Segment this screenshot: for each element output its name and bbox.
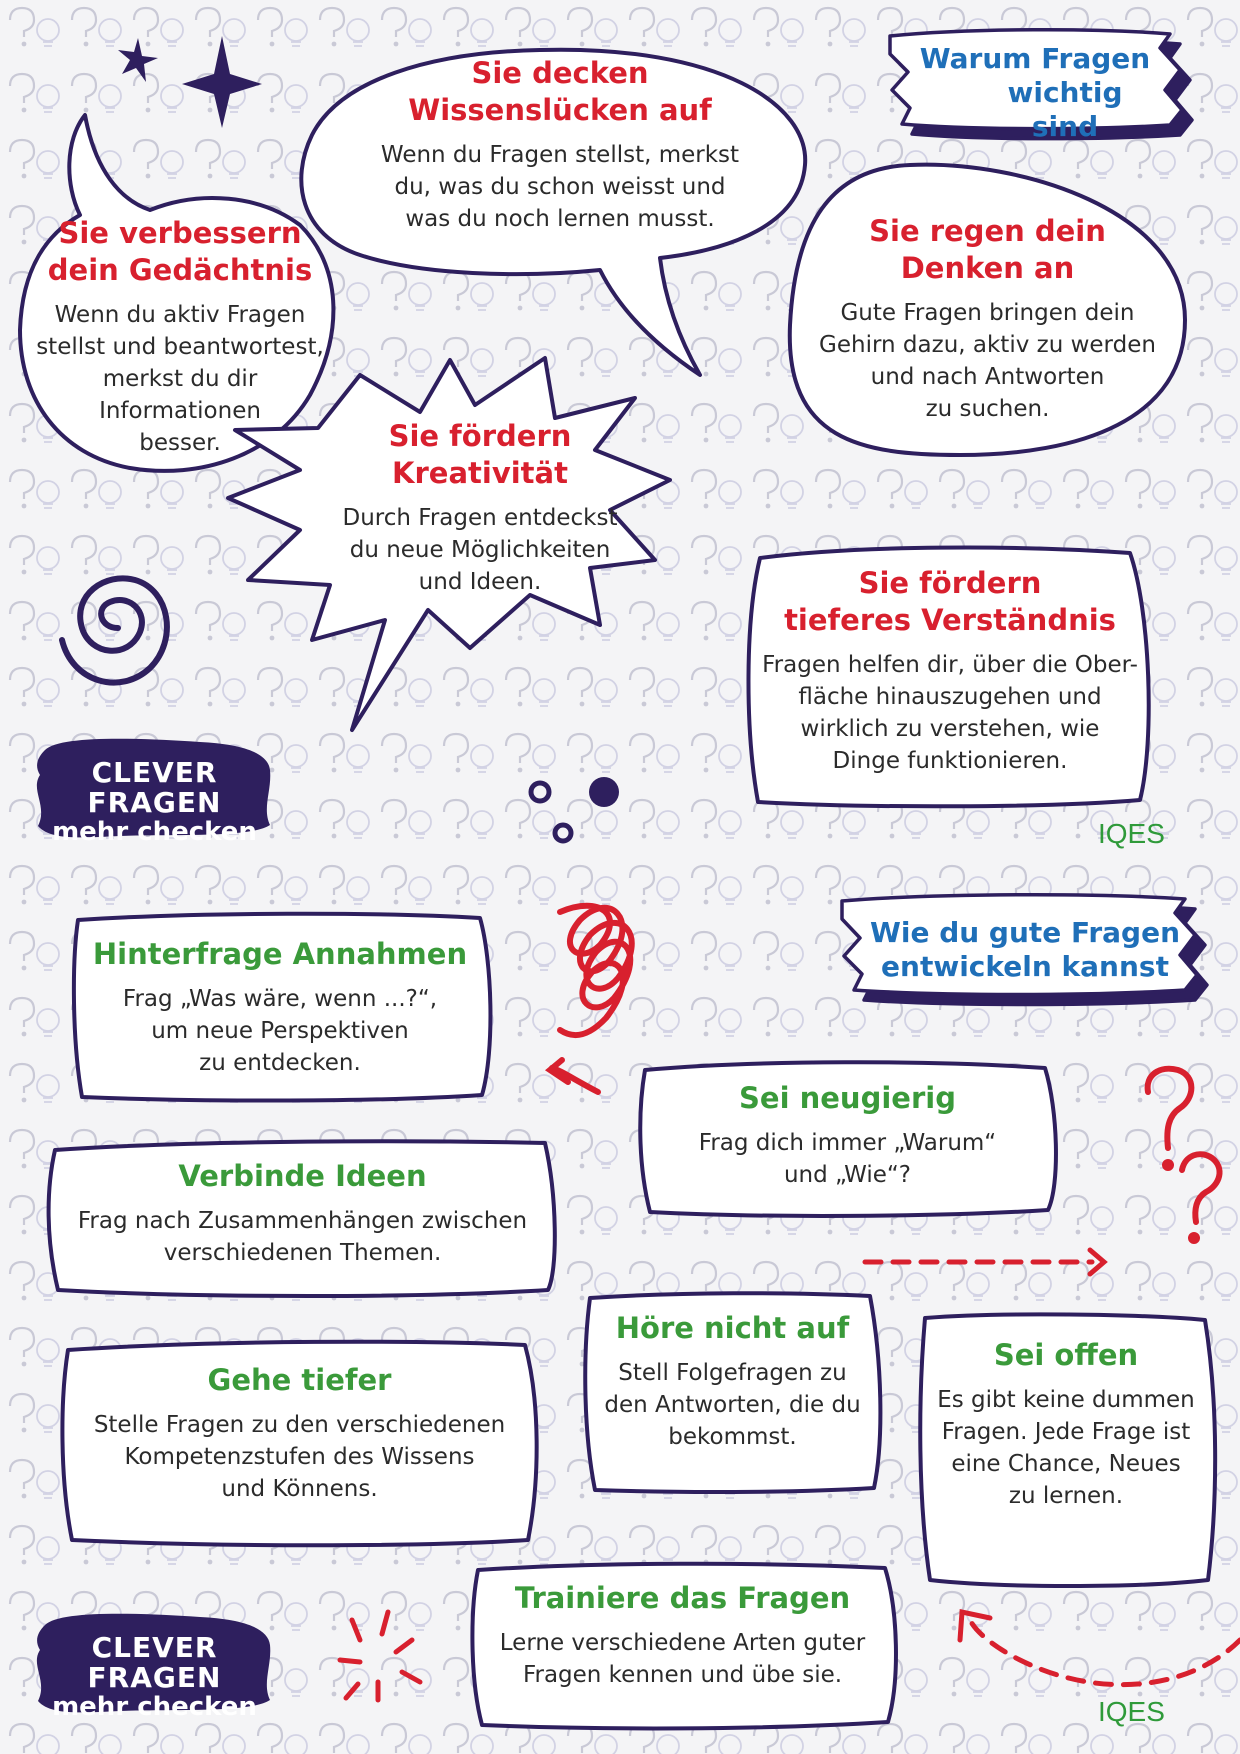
text-line: was du noch lernen musst. xyxy=(405,206,715,232)
card-title: Sei offen xyxy=(993,1338,1139,1372)
card-text xyxy=(60,1205,545,1269)
card-text xyxy=(930,1384,1202,1512)
logo-line-1: CLEVER FRAGEN xyxy=(87,756,222,819)
card-go-deeper xyxy=(72,1362,527,1505)
title-line: Kreativität xyxy=(392,456,568,490)
title-line: Sie regen dein xyxy=(869,214,1106,248)
bubble-title xyxy=(760,565,1140,639)
dots-icon xyxy=(531,777,619,841)
banner-line-1: Warum Fragen xyxy=(919,42,1151,75)
card-title: Hinterfrage Annahmen xyxy=(92,937,468,971)
title-line: Sie fördern xyxy=(858,566,1042,600)
text-line: Stelle Fragen zu den verschiedenen xyxy=(93,1412,506,1438)
title-line: Denken an xyxy=(900,251,1075,285)
bubble-understanding-content xyxy=(760,565,1140,777)
bubble-title xyxy=(800,213,1175,287)
card-question-assumptions xyxy=(90,936,470,1079)
text-line: du, was du schon weisst und xyxy=(394,174,726,200)
dashed-arrow-curve-icon xyxy=(970,1620,1240,1685)
text-line: Wenn du Fragen stellst, merkst xyxy=(380,142,740,168)
text-line: Dinge funktionieren. xyxy=(832,748,1068,774)
title-line: Sie verbessern xyxy=(58,216,302,250)
logo-line-1: CLEVER FRAGEN xyxy=(87,1631,222,1694)
card-title: Verbinde Ideen xyxy=(178,1159,427,1193)
logo-clever-fragen xyxy=(42,758,267,846)
text-line: zu suchen. xyxy=(925,396,1050,422)
bubble-creativity-content xyxy=(330,418,630,598)
coil-arrow-icon xyxy=(550,906,632,1092)
banner-line-2: entwickeln kannst xyxy=(881,950,1169,983)
logo-line-2: mehr checken xyxy=(52,1692,257,1722)
banner-why-questions xyxy=(910,42,1160,144)
text-line: Frag „Was wäre, wenn ...?“, xyxy=(122,986,438,1012)
bubble-knowledge-gaps-content xyxy=(330,55,790,235)
card-title: Höre nicht auf xyxy=(615,1311,850,1345)
card-connect-ideas xyxy=(60,1158,545,1269)
title-line: tieferes Verständnis xyxy=(784,603,1116,637)
text-line: fläche hinauszugehen und xyxy=(798,684,1102,710)
text-line: Frag dich immer „Warum“ xyxy=(698,1130,997,1156)
bubble-text xyxy=(30,299,330,459)
text-line: Fragen helfen dir, über die Ober- xyxy=(762,652,1138,678)
logo-line-2: mehr checken xyxy=(52,817,257,847)
bubble-title xyxy=(330,418,630,492)
question-marks-icon xyxy=(1148,1069,1220,1241)
card-keep-going xyxy=(595,1310,870,1453)
bubble-thinking-content xyxy=(800,213,1175,425)
bubble-title xyxy=(30,215,330,289)
card-be-curious xyxy=(655,1080,1040,1191)
title-line: Sie decken xyxy=(471,56,649,90)
title-line: Wissenslücken auf xyxy=(408,93,712,127)
bubble-text xyxy=(330,502,630,598)
text-line: und nach Antworten xyxy=(870,364,1105,390)
bubble-text xyxy=(800,297,1175,425)
text-line: und Könnens. xyxy=(221,1476,378,1502)
text-line: und „Wie“? xyxy=(783,1162,912,1188)
burst-lines-icon xyxy=(340,1612,420,1700)
text-line: bekommst. xyxy=(668,1424,797,1450)
text-line: Fragen kennen und übe sie. xyxy=(522,1662,843,1688)
text-line: eine Chance, Neues xyxy=(951,1451,1181,1477)
bubble-memory-content xyxy=(30,215,330,459)
card-text xyxy=(655,1127,1040,1191)
text-line: den Antworten, die du xyxy=(604,1392,861,1418)
text-line: Frag nach Zusammenhängen zwischen xyxy=(77,1208,528,1234)
brand-iqes: IQES xyxy=(1098,818,1165,849)
sparkle-icon xyxy=(118,36,262,128)
brand-iqes: IQES xyxy=(1098,1696,1165,1727)
text-line: Durch Fragen entdeckst xyxy=(342,505,618,531)
card-be-open xyxy=(930,1337,1202,1512)
text-line: und Ideen. xyxy=(418,569,542,595)
text-line: um neue Perspektiven xyxy=(151,1018,409,1044)
logo-clever-fragen xyxy=(42,1633,267,1721)
banner-line-2: wichtig sind xyxy=(1007,76,1123,143)
text-line: Stell Folgefragen zu xyxy=(618,1360,847,1386)
card-title: Sei neugierig xyxy=(739,1081,956,1115)
text-line: Es gibt keine dummen xyxy=(937,1387,1195,1413)
text-line: zu lernen. xyxy=(1008,1483,1124,1509)
text-line: stellst und beantwortest, xyxy=(36,334,324,360)
bubble-title xyxy=(330,55,790,129)
bubble-text xyxy=(760,649,1140,777)
text-line: du neue Möglichkeiten xyxy=(349,537,611,563)
text-line: Kompetenzstufen des Wissens xyxy=(124,1444,475,1470)
text-line: Lerne verschiedene Arten guter xyxy=(499,1630,866,1656)
bubble-text xyxy=(330,139,790,235)
title-line: dein Gedächtnis xyxy=(47,253,313,287)
card-title: Gehe tiefer xyxy=(207,1363,392,1397)
card-text xyxy=(485,1627,880,1691)
card-title: Trainiere das Fragen xyxy=(514,1581,851,1615)
card-practice-asking xyxy=(485,1580,880,1691)
text-line: Gute Fragen bringen dein xyxy=(840,300,1135,326)
text-line: merkst du dir xyxy=(102,366,258,392)
spiral-icon xyxy=(62,578,167,682)
banner-line-1: Wie du gute Fragen xyxy=(869,916,1181,949)
banner-how-to-ask xyxy=(860,916,1190,984)
card-text xyxy=(595,1357,870,1453)
text-line: Wenn du aktiv Fragen xyxy=(54,302,306,328)
text-line: zu entdecken. xyxy=(199,1050,361,1076)
text-line: verschiedenen Themen. xyxy=(163,1240,442,1266)
card-text xyxy=(90,983,470,1079)
title-line: Sie fördern xyxy=(388,419,572,453)
card-text xyxy=(72,1409,527,1505)
text-line: Informationen xyxy=(99,398,261,424)
text-line: wirklich zu verstehen, wie xyxy=(800,716,1100,742)
text-line: Gehirn dazu, aktiv zu werden xyxy=(819,332,1156,358)
text-line: besser. xyxy=(139,430,221,456)
text-line: Fragen. Jede Frage ist xyxy=(941,1419,1191,1445)
